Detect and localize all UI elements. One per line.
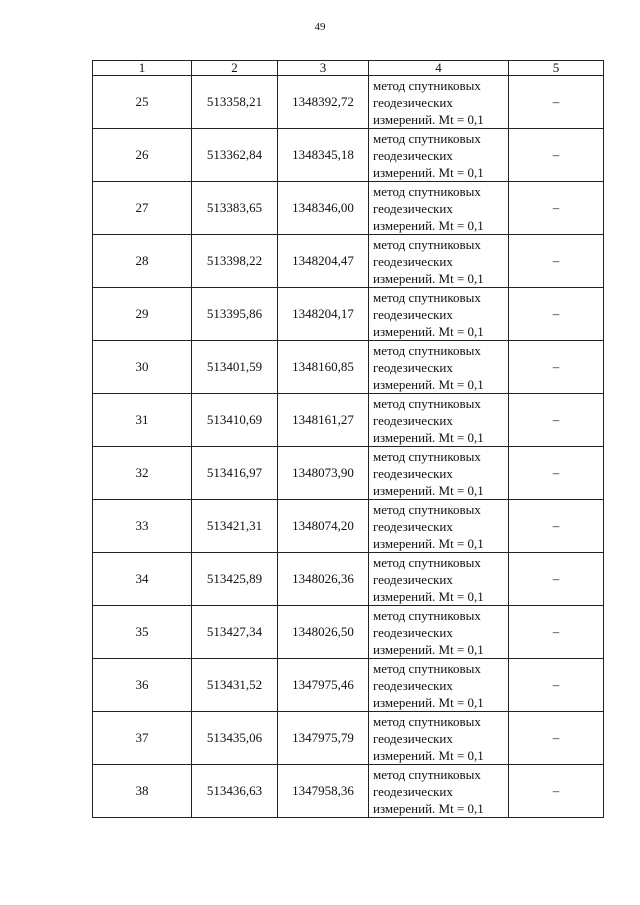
point-number-cell: 33 [93, 500, 192, 553]
method-line: геодезических [373, 730, 453, 746]
point-number-cell: 37 [93, 712, 192, 765]
point-number-cell: 25 [93, 76, 192, 129]
note-cell: – [509, 129, 604, 182]
table-row [93, 659, 604, 712]
x-coordinate-cell: 513395,86 [192, 288, 278, 341]
table-row [93, 500, 604, 553]
y-coordinate-cell: 1348073,90 [278, 447, 369, 500]
method-line: метод спутниковых [373, 448, 481, 464]
method-line: геодезических [373, 359, 453, 375]
method-line: геодезических [373, 253, 453, 269]
method-line: метод спутниковых [373, 607, 481, 623]
table-row [93, 288, 604, 341]
method-line: метод спутниковых [373, 660, 481, 676]
method-line: измерений. Mt = 0,1 [373, 535, 484, 551]
method-line: метод спутниковых [373, 395, 481, 411]
x-coordinate-cell: 513427,34 [192, 606, 278, 659]
method-line: измерений. Mt = 0,1 [373, 588, 484, 604]
method-cell [369, 712, 509, 765]
method-cell [369, 235, 509, 288]
method-line: метод спутниковых [373, 183, 481, 199]
note-cell: – [509, 76, 604, 129]
method-line: измерений. Mt = 0,1 [373, 323, 484, 339]
page-number: 49 [314, 21, 326, 33]
method-line: метод спутниковых [373, 77, 481, 93]
point-number-cell: 32 [93, 447, 192, 500]
note-cell: – [509, 288, 604, 341]
note-cell: – [509, 712, 604, 765]
method-line: геодезических [373, 624, 453, 640]
y-coordinate-cell: 1348026,50 [278, 606, 369, 659]
note-cell: – [509, 182, 604, 235]
y-coordinate-cell: 1348392,72 [278, 76, 369, 129]
method-line: метод спутниковых [373, 289, 481, 305]
note-cell: – [509, 394, 604, 447]
method-cell [369, 447, 509, 500]
method-line: геодезических [373, 783, 453, 799]
header-col-3: 3 [278, 61, 369, 76]
table-row [93, 553, 604, 606]
method-cell [369, 606, 509, 659]
note-cell: – [509, 553, 604, 606]
method-cell [369, 500, 509, 553]
method-line: измерений. Mt = 0,1 [373, 694, 484, 710]
table-header [93, 61, 604, 76]
y-coordinate-cell: 1348346,00 [278, 182, 369, 235]
method-line: измерений. Mt = 0,1 [373, 747, 484, 763]
x-coordinate-cell: 513431,52 [192, 659, 278, 712]
note-cell: – [509, 500, 604, 553]
x-coordinate-cell: 513416,97 [192, 447, 278, 500]
point-number-cell: 30 [93, 341, 192, 394]
note-cell: – [509, 447, 604, 500]
method-line: измерений. Mt = 0,1 [373, 429, 484, 445]
y-coordinate-cell: 1348345,18 [278, 129, 369, 182]
header-col-1: 1 [93, 61, 192, 76]
note-cell: – [509, 341, 604, 394]
point-number-cell: 28 [93, 235, 192, 288]
method-cell [369, 553, 509, 606]
x-coordinate-cell: 513401,59 [192, 341, 278, 394]
point-number-cell: 27 [93, 182, 192, 235]
point-number-cell: 26 [93, 129, 192, 182]
method-line: геодезических [373, 200, 453, 216]
table-row [93, 606, 604, 659]
method-line: геодезических [373, 412, 453, 428]
y-coordinate-cell: 1348204,17 [278, 288, 369, 341]
table-row [93, 76, 604, 129]
y-coordinate-cell: 1347958,36 [278, 765, 369, 818]
note-cell: – [509, 606, 604, 659]
method-line: метод спутниковых [373, 766, 481, 782]
x-coordinate-cell: 513362,84 [192, 129, 278, 182]
table-row [93, 182, 604, 235]
method-line: метод спутниковых [373, 236, 481, 252]
table-row [93, 712, 604, 765]
header-row [93, 61, 604, 76]
method-line: геодезических [373, 677, 453, 693]
method-line: измерений. Mt = 0,1 [373, 217, 484, 233]
x-coordinate-cell: 513383,65 [192, 182, 278, 235]
method-line: измерений. Mt = 0,1 [373, 641, 484, 657]
method-cell [369, 394, 509, 447]
method-line: геодезических [373, 94, 453, 110]
note-cell: – [509, 765, 604, 818]
method-cell [369, 288, 509, 341]
method-line: геодезических [373, 518, 453, 534]
y-coordinate-cell: 1348204,47 [278, 235, 369, 288]
y-coordinate-cell: 1348161,27 [278, 394, 369, 447]
method-line: измерений. Mt = 0,1 [373, 482, 484, 498]
method-cell [369, 765, 509, 818]
method-cell [369, 341, 509, 394]
x-coordinate-cell: 513358,21 [192, 76, 278, 129]
table-row [93, 129, 604, 182]
table-body [93, 76, 604, 818]
header-col-4: 4 [369, 61, 509, 76]
point-number-cell: 36 [93, 659, 192, 712]
method-line: измерений. Mt = 0,1 [373, 164, 484, 180]
method-line: геодезических [373, 571, 453, 587]
x-coordinate-cell: 513425,89 [192, 553, 278, 606]
y-coordinate-cell: 1347975,46 [278, 659, 369, 712]
method-cell [369, 659, 509, 712]
point-number-cell: 31 [93, 394, 192, 447]
x-coordinate-cell: 513421,31 [192, 500, 278, 553]
x-coordinate-cell: 513410,69 [192, 394, 278, 447]
point-number-cell: 38 [93, 765, 192, 818]
table-row [93, 235, 604, 288]
point-number-cell: 35 [93, 606, 192, 659]
point-number-cell: 29 [93, 288, 192, 341]
method-line: геодезических [373, 147, 453, 163]
table-row [93, 447, 604, 500]
method-line: измерений. Mt = 0,1 [373, 376, 484, 392]
method-cell [369, 129, 509, 182]
y-coordinate-cell: 1348074,20 [278, 500, 369, 553]
y-coordinate-cell: 1348160,85 [278, 341, 369, 394]
method-line: метод спутниковых [373, 342, 481, 358]
y-coordinate-cell: 1348026,36 [278, 553, 369, 606]
method-cell [369, 182, 509, 235]
method-line: измерений. Mt = 0,1 [373, 800, 484, 816]
method-line: геодезических [373, 306, 453, 322]
x-coordinate-cell: 513436,63 [192, 765, 278, 818]
table-row [93, 765, 604, 818]
y-coordinate-cell: 1347975,79 [278, 712, 369, 765]
header-col-5: 5 [509, 61, 604, 76]
table-row [93, 341, 604, 394]
method-line: метод спутниковых [373, 130, 481, 146]
point-number-cell: 34 [93, 553, 192, 606]
method-line: метод спутниковых [373, 501, 481, 517]
method-line: геодезических [373, 465, 453, 481]
method-line: метод спутниковых [373, 554, 481, 570]
x-coordinate-cell: 513435,06 [192, 712, 278, 765]
note-cell: – [509, 235, 604, 288]
header-col-2: 2 [192, 61, 278, 76]
x-coordinate-cell: 513398,22 [192, 235, 278, 288]
coordinates-table [92, 60, 604, 818]
method-line: измерений. Mt = 0,1 [373, 111, 484, 127]
method-line: метод спутниковых [373, 713, 481, 729]
method-line: измерений. Mt = 0,1 [373, 270, 484, 286]
method-cell [369, 76, 509, 129]
note-cell: – [509, 659, 604, 712]
table-row [93, 394, 604, 447]
